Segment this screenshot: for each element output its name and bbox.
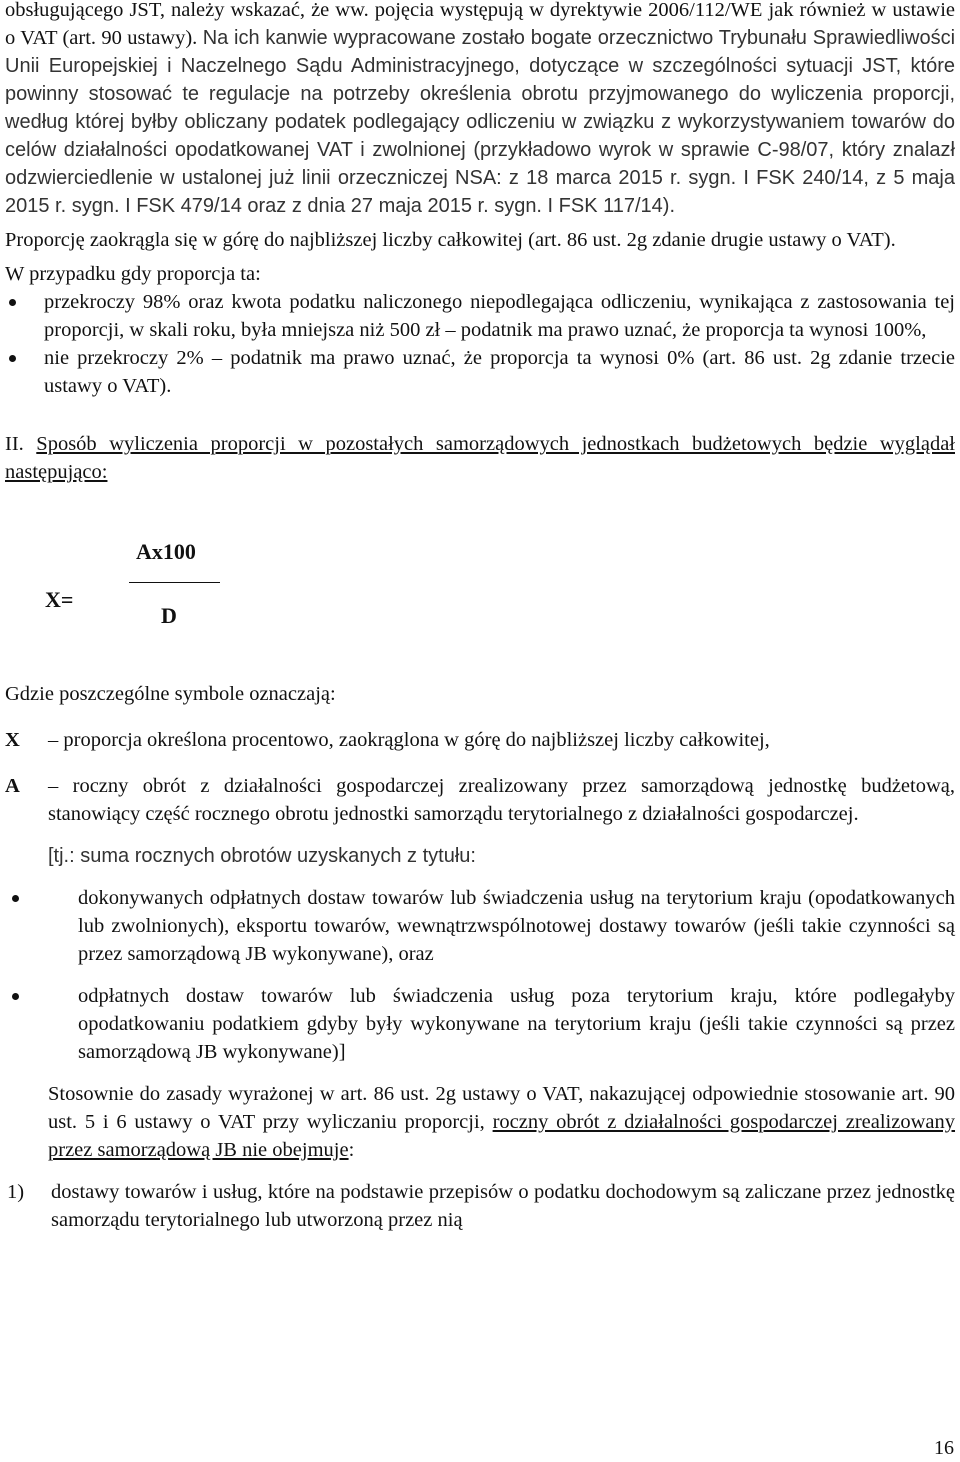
fraction-bar <box>129 582 220 583</box>
symbols-intro: Gdzie poszczególne symbole oznaczają: <box>5 683 336 705</box>
proportion-formula <box>5 538 955 668</box>
symbol-x: X <box>5 729 20 751</box>
list-item: dokonywanych odpłatnych dostaw towarów lub świadczenia usług na terytorium kraju (opodatkowanych lub zwolnionych), eksportu towarów, wewnątrzwspólnotowej dostawy towarów (jeśli takie czynności są przez samorządową JB wykonywane), oraz <box>48 884 955 968</box>
bullet-list-turnover <box>48 884 955 1066</box>
intro-line-1: obsługującego JST, należy wskazać, że ww. pojęcia występują w dyrektywie 2006/112/WE <box>5 0 763 21</box>
formula-lhs: X= <box>45 587 74 612</box>
paragraph-rounding: Proporcję zaokrągla się w górę do najbliższej liczby całkowitej (art. 86 ust. 2g zdanie drugie ustawy o VAT). <box>5 229 896 251</box>
intro-line-2a: jak również w ustawie o VAT (art. 90 ustawy). <box>5 0 956 49</box>
list-item: nie przekroczy 2% – podatnik ma prawo uznać, że proporcja ta wynosi 0% (art. 86 ust. 2g zdanie trzecie ustawy o VAT). <box>5 344 955 400</box>
turnover-details <box>48 842 955 1164</box>
item-text: dostawy towarów i usług, które na podstawie przepisów o podatku dochodowym są zaliczane przez jednostkę samorządu terytorialnego lub utworzoną przez nią <box>51 1181 955 1231</box>
formula-numerator: Ax100 <box>136 539 196 564</box>
intro-rest: regulacje na potrzeby określenia obrotu przyjmowanego do wyliczenia proporcji, według której byłby obliczany podatek podlegający odliczeniu w związku z wykorzystywaniem towarów do celów działalności opodatkowanej VAT i zwolnionej (przykładowo wyrok w sprawie C-98/07, który znalazł odzwierciedlenie w ustalonej już linii orzeczniczej NSA: z 18 marca 2015 r. sygn. I FSK 240/14, z 5 maja 2015 r. sygn. I FSK 479/14 oraz z dnia 27 maja 2015 r. sygn. I FSK 117/14). <box>5 83 956 217</box>
list-item: przekroczy 98% oraz kwota podatku naliczonego niepodlegająca odliczeniu, wynikająca z zastosowania tej proporcji, w skali roku, była mniejsza niż 500 zł – podatnik ma prawo uznać, że proporcja ta wynosi 100%, <box>5 288 955 344</box>
symbol-x-text: – proporcja określona procentowo, zaokrąglona w górę do najbliższej liczby całkowitej, <box>48 729 770 751</box>
document-page <box>5 0 955 1234</box>
bullet-list-thresholds <box>5 288 955 400</box>
tj-intro: [tj.: suma rocznych obrotów uzyskanych z tytułu: <box>48 845 476 867</box>
section-heading-text: Sposób wyliczenia proporcji w pozostałych samorządowych jednostkach budżetowych będzie wyglądał następująco: <box>5 433 955 483</box>
formula-denominator: D <box>161 603 177 628</box>
page-number: 16 <box>934 1437 954 1459</box>
definition-x <box>5 726 955 754</box>
paragraph-exclusions <box>48 1080 955 1164</box>
definition-a <box>5 772 955 828</box>
list-item: odpłatnych dostaw towarów lub świadczenia usług poza terytorium kraju, które podlegałyby opodatkowaniu podatkiem gdyby były wykonywane na terytorium kraju (jeśli takie czynności są przez samorządową JB wykonywane)] <box>48 982 955 1066</box>
item-number: 1) <box>7 1181 25 1203</box>
exclusions-plain: Stosownie do zasady wyrażonej w art. 86 ust. 2g ustawy o VAT, nakazującej odpowiednie stosowanie art. 90 ust. 5 i 6 ustawy o VAT przy wyliczaniu proporcji, <box>48 1083 955 1133</box>
section-2-heading <box>5 430 955 486</box>
exclusions-underlined: roczny obrót z działalności gospodarczej zrealizowany przez samorządową JB nie obejmuje <box>48 1111 956 1161</box>
symbol-a: A <box>5 775 20 797</box>
section-number: II. <box>5 433 24 455</box>
exclusions-tail: : <box>348 1139 355 1161</box>
symbol-a-text: – roczny obrót z działalności gospodarczej zrealizowany przez samorządową jednostkę budżetową, stanowiący część rocznego obrotu jednostki samorządu terytorialnego z działalności gospodarczej. <box>48 775 955 825</box>
intro-line-2b: Na ich kanwie wypracowane zostało bogate orzecznictwo Trybunału Sprawiedliwości Unii Europejskiej i Naczelnego Sądu Administracyjnego, dotyczące w szczególności sytuacji JST, które powinny stosować te <box>5 27 956 105</box>
numbered-item <box>5 1178 955 1234</box>
paragraph-cases-intro: W przypadku gdy proporcja ta: <box>5 263 261 285</box>
paragraph-intro <box>5 0 955 220</box>
